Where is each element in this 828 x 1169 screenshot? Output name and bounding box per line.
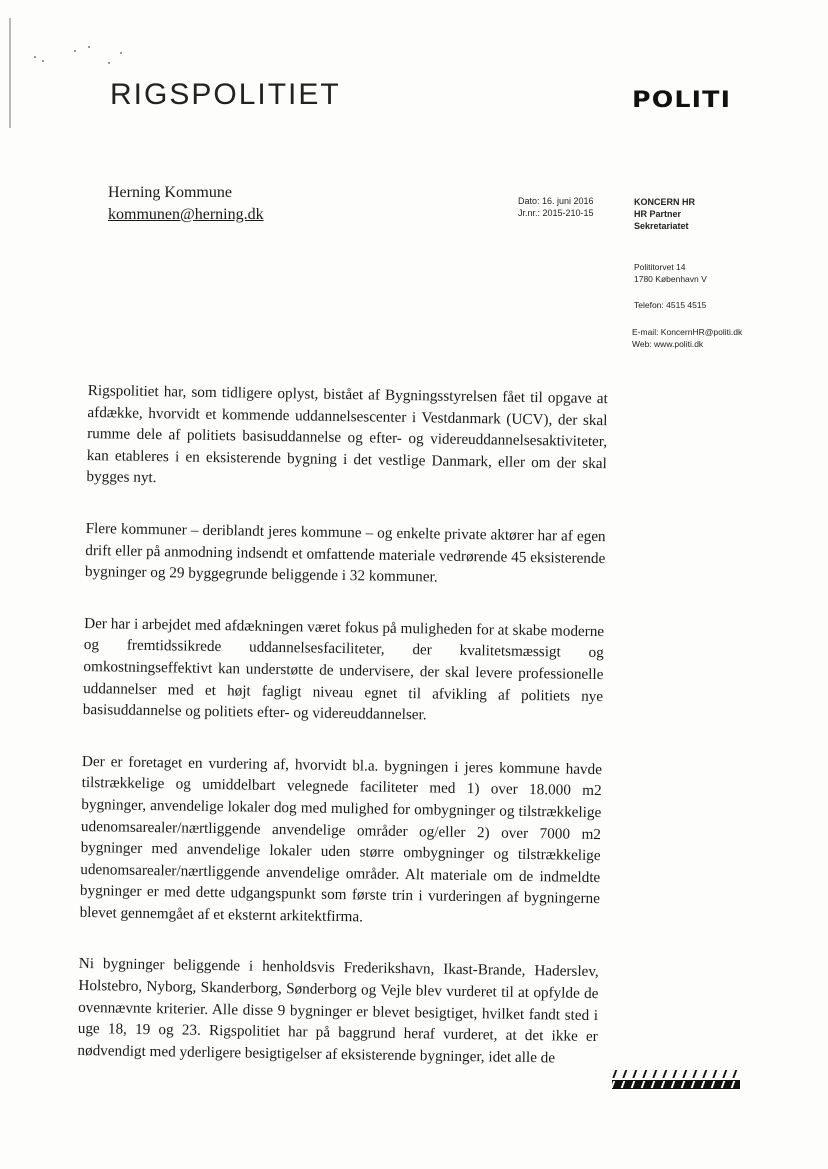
body-paragraph-4: Der er foretaget en vurdering af, hvorvidt bl.a. bygningen i jeres kommune havde tilstrækkelige og umiddelbart velegnede faciliteter med 1) over 18.000 m2 bygninger, anvendelige lokaler dog med mulighed for ombygninger og tilstrækkelige udenomsarealer/nærtliggende anvendelige områder og/eller 2) over 7000 m2 bygninger med anvendelige lokaler uden større ombygninger og tilstrækkelige udenomsarealer/nærtliggende anvendelige områder. Alt materiale om de indmeldte bygninger er med dette udgangspunkt som første trin i vurderingen af bygningerne blevet gennemgået af et eksternt arkitektfirma. [79, 752, 603, 926]
journal-number: Jr.nr.: 2015-210-15 [518, 208, 594, 218]
sender-address [634, 261, 707, 285]
sender-phone: Telefon: 4515 4515 [634, 300, 707, 310]
dept-line-1: KONCERN HR [634, 197, 696, 207]
letter-date: Dato: 16. juni 2016 [518, 196, 594, 206]
body-paragraph-5: Ni bygninger beliggende i henholdsvis Frederikshavn, Ikast-Brande, Haderslev, Holstebro, Nyborg, Skanderborg, Sønderborg og Vejle blev vurderet til at opfylde de ovennævnte kriterier. Alle disse 9 bygninger er blevet besigtiget, hvilket fandt sted i uge 18, 19 og 23. Rigspolitiet har på baggrund heraf vurderet, at det ikke er nødvendigt med yderligere besigtigelser af eksisterende bygninger, idet alle de [77, 955, 599, 1067]
politi-logo: POLITI [632, 88, 732, 113]
recipient-block [108, 182, 264, 226]
dept-line-3: Sekretariatet [634, 221, 689, 231]
address-line-1: Polititorvet 14 [634, 262, 686, 272]
body-paragraph-3: Der har i arbejdet med afdækningen været fokus på muligheden for at skabe moderne og fremtidssikrede uddannelsesfaciliteter, der kvalitetsmæssigt og omkostningseffektivt kan understøtte de undervisere, der skal levere professionelle uddannelser med et højt fagligt niveau egnet til afvikling af politiets nye basisuddannelse og politiets efter- og videreuddannelser. [82, 614, 605, 724]
organization-name: RIGSPOLITIET [110, 78, 341, 111]
sender-contact [632, 326, 742, 350]
sender-department [634, 196, 695, 232]
recipient-email-link[interactable]: kommunen@herning.dk [108, 206, 264, 223]
letter-body [77, 380, 608, 1100]
sender-web: Web: www.politi.dk [632, 339, 704, 349]
body-paragraph-1: Rigspolitiet har, som tidligere oplyst, bistået af Bygningsstyrelsen fået til opgave at afdække, hvorvidt et kommende uddannelsescenter i Vestdanmark (UCV), der skal rumme dele af politiets basisuddannelse og efter- og videreuddannelsesaktiviteter, kan etableres i en eksisterende bygning i det vestlige Danmark, eller om der skal bygges nyt. [86, 381, 608, 487]
dept-line-2: HR Partner [634, 209, 682, 219]
letter-meta [518, 195, 594, 219]
police-stripe-pattern [612, 1068, 740, 1090]
scan-edge-mark [9, 18, 11, 128]
sender-email: E-mail: KoncernHR@politi.dk [632, 327, 743, 337]
body-paragraph-2: Flere kommuner – deriblandt jeres kommune – og enkelte private aktører har af egen drift eller på anmodning indsendt et omfattende materiale vedrørende 45 eksisterende bygninger og 29 byggegrunde beliggende i 32 kommuner. [84, 519, 606, 586]
scan-specks [30, 40, 130, 70]
recipient-name: Herning Kommune [108, 184, 232, 201]
address-line-2: 1780 København V [634, 274, 707, 284]
